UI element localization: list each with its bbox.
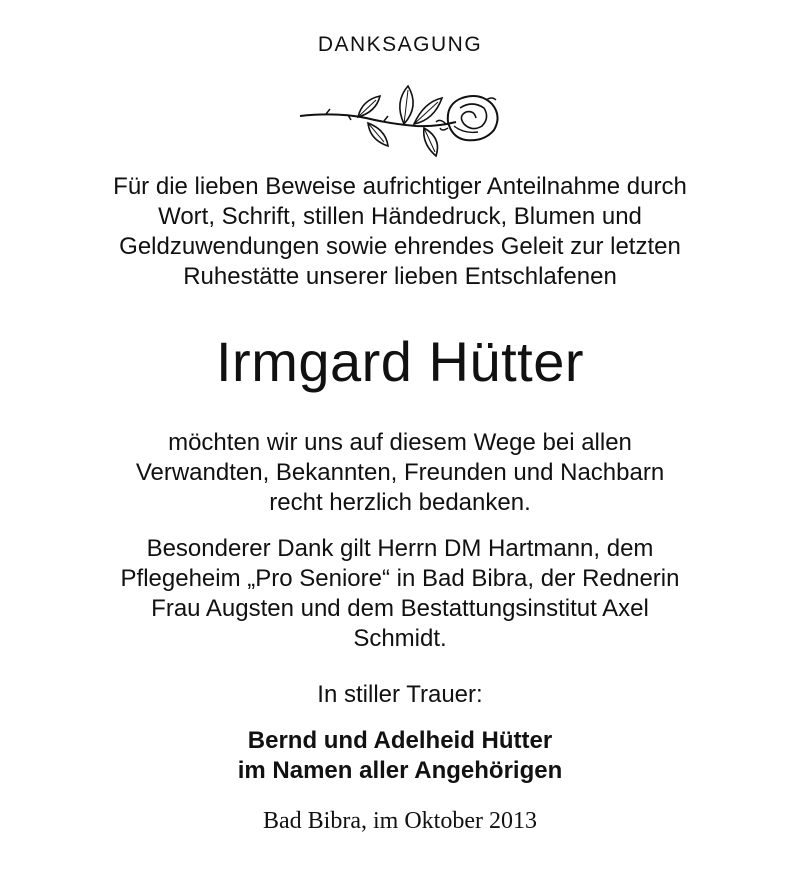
thanks-line: recht herzlich bedanken. (269, 489, 531, 516)
intro-line: Für die lieben Beweise aufrichtiger Anteilnahme durch (113, 173, 687, 200)
thanks-line: möchten wir uns auf diesem Wege bei allen (168, 429, 632, 456)
signer-line: Bernd und Adelheid Hütter (247, 727, 553, 754)
special-thanks-line: Schmidt. (353, 625, 447, 652)
thanks-line: Verwandten, Bekannten, Freunden und Nachbarn (135, 459, 665, 486)
special-thanks-paragraph (40, 534, 760, 654)
special-thanks-line: Pflegeheim „Pro Seniore“ in Bad Bibra, der Rednerin (120, 565, 680, 592)
intro-line: Ruhestätte unserer lieben Entschlafenen (183, 263, 617, 290)
thanks-paragraph (40, 428, 760, 518)
place-date: Bad Bibra, im Oktober 2013 (263, 808, 537, 834)
notice-heading: DANKSAGUNG (317, 33, 483, 56)
intro-paragraph (40, 172, 760, 292)
deceased-name: Irmgard Hütter (216, 330, 584, 393)
mourning-phrase: In stiller Trauer: (317, 681, 483, 708)
signer-line: im Namen aller Angehörigen (237, 757, 563, 784)
intro-line: Geldzuwendungen sowie ehrendes Geleit zur letzten (119, 233, 681, 260)
special-thanks-line: Besonderer Dank gilt Herrn DM Hartmann, dem (146, 535, 654, 562)
special-thanks-line: Frau Augsten und dem Bestattungsinstitut Axel (151, 595, 649, 622)
intro-line: Wort, Schrift, stillen Händedruck, Blumen und (158, 203, 642, 230)
signers-block (0, 726, 800, 786)
rose-icon (296, 78, 506, 160)
